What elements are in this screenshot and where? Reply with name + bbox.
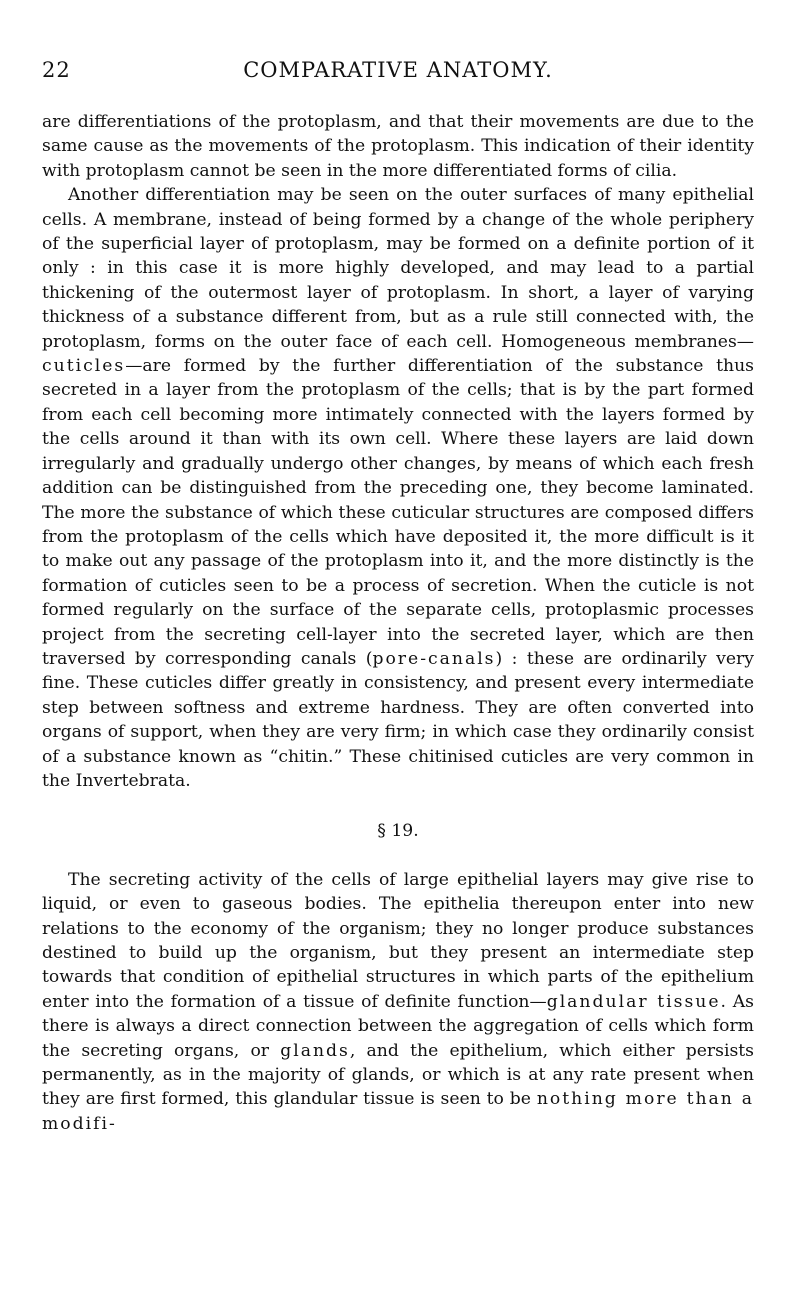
term-pore-canals: pore-canals	[372, 648, 496, 669]
paragraph-continued	[42, 110, 754, 183]
page-number: 22	[42, 58, 71, 82]
term-modification: nothing more than a modifi-	[42, 1089, 754, 1134]
term-cuticles: cuticles	[42, 356, 126, 377]
running-head	[42, 58, 754, 84]
paragraph-glandular	[42, 868, 754, 1136]
paragraph-text: The secreting activity of the cells of large epithelial layers may give rise to liquid, or even to gaseous bodies. The epithelia thereupon enter into new relations to the economy of the organism; they no longer produce substances destined to build up the organism, but they present an intermediate step towards that condition of epithelial structures in which parts of the epithelium enter into the formation of a tissue of definite function—	[42, 869, 754, 1012]
paragraph-text: . As there is always a direct connection between the aggregation of cells which form the secreting organs, or	[42, 991, 754, 1061]
text-body	[42, 110, 754, 1136]
paragraph-text: are differentiations of the protoplasm, and that their movements are due to the same cause as the movements of the protoplasm. This indication of their identity with protoplasm cannot be seen in the more differentiated forms of cilia.	[42, 112, 754, 181]
paragraph-text: , and the epithelium, which either persists permanently, as in the majority of glands, or which is at any rate present when they are first formed, this glandular tissue is seen to be	[42, 1040, 754, 1110]
term-glandular-tissue: glandular tissue	[546, 991, 721, 1012]
term-glands: glands	[280, 1040, 350, 1061]
section-heading: § 19.	[377, 821, 419, 842]
paragraph-text: —are formed by the further differentiation of the substance thus secreted in a layer from the protoplasm of the cells; that is by the part formed from each cell becoming more intimately connected with the layers formed by the cells around it than with its own cell. Where these layers are laid down irregularly and gradually undergo other changes, by means of which each fresh addition can be distinguished from the preceding one, they become laminated. The more the substance of which these cuticular structures are composed differs from the protoplasm of the cells which have deposited it, the more difficult is it to make out any passage of the protoplasm into it, and the more distinctly is the formation of cuticles seen to be a process of secretion. When the cuticle is not formed regularly on the surface of the separate cells, protoplasmic processes project from the secreting cell-layer into the secreted layer, which are then traversed by corresponding canals (	[42, 356, 754, 669]
paragraph-text: Another differentiation may be seen on the outer surfaces of many epithelial cells. A membrane, instead of being formed by a change of the whole periphery of the superficial layer of protoplasm, may be formed on a definite portion of it only : in this case it is more highly developed, and may lead to a partial thickening of the outermost layer of protoplasm. In short, a layer of varying thickness of a substance different from, but as a rule still connected with, the protoplasm, forms on the outer face of each cell. Homogeneous membranes—	[42, 185, 754, 352]
paragraph-text: ) : these are ordinarily very fine. These cuticles differ greatly in consistency, and present every intermediate step between softness and extreme hardness. They are often converted into organs of support, when they are very firm; in which case they ordinarily consist of a substance known as “chitin.” These chitinised cuticles are very common in the Invertebrata.	[42, 648, 754, 791]
running-title: COMPARATIVE ANATOMY.	[243, 58, 553, 82]
paragraph-cuticles	[42, 183, 754, 793]
